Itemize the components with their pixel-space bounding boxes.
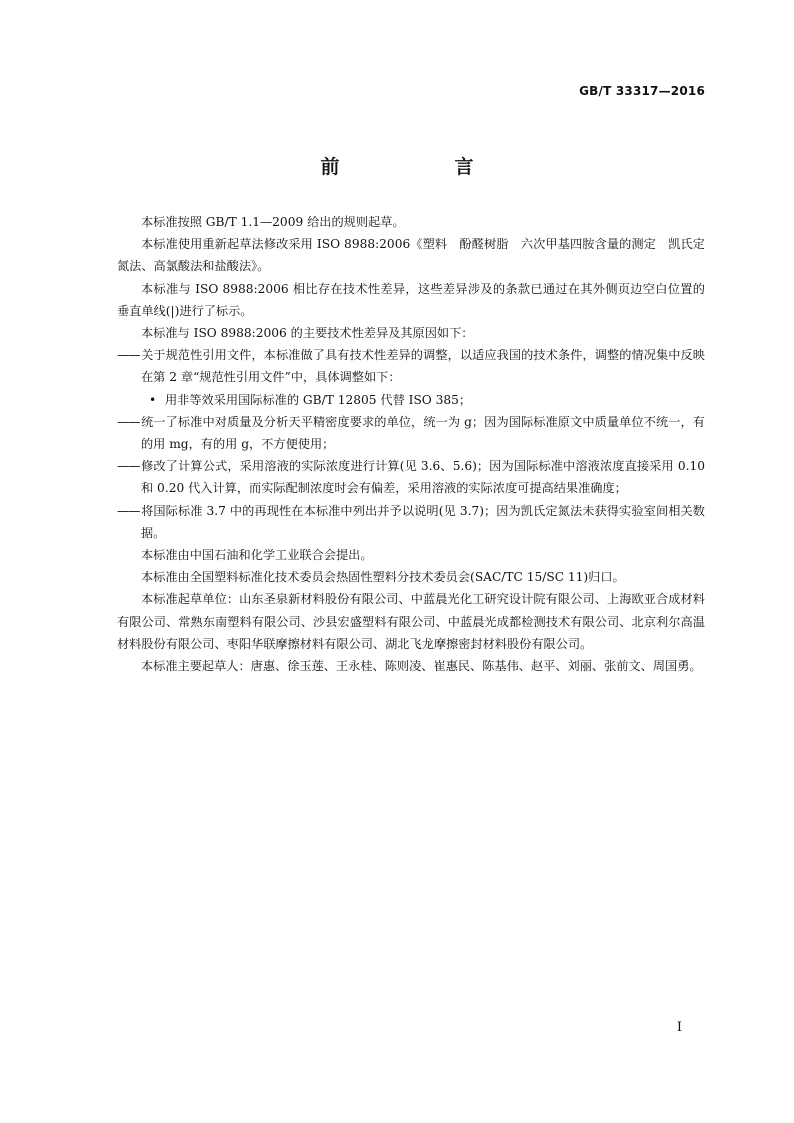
paragraph-differences-intro: 本标准与 ISO 8988:2006 的主要技术性差异及其原因如下：	[141, 326, 474, 341]
dash-mark: ——	[117, 414, 140, 429]
paragraph-technical-committee: 本标准由全国塑料标准化技术委员会热固性塑料分技术委员会(SAC/TC 15/SC 11)归口。	[141, 570, 625, 585]
paragraph-adoption-method: 本标准使用重新起草法修改采用 ISO 8988:2006《塑料 酚醛树脂 六次甲基四胺含量的测定 凯氏定氮法、高氯酸法和盐酸法》。	[117, 237, 705, 274]
page-title: 前 言	[320, 156, 522, 178]
dash-mark: ——	[117, 348, 140, 363]
difference-item	[117, 455, 705, 499]
difference-text: 将国际标准 3.7 中的再现性在本标准中列出并予以说明(见 3.7)；因为凯氏定氮法未获得实验室间相关数据。	[141, 503, 705, 540]
paragraph-technical-differences: 本标准与 ISO 8988:2006 相比存在技术性差异，这些差异涉及的条款已通过在其外侧页边空白位置的垂直单线(|)进行了标示。	[117, 281, 705, 318]
paragraph-drafting-units: 本标准起草单位：山东圣泉新材料股份有限公司、中蓝晨光化工研究设计院有限公司、上海欧亚合成材料有限公司、常熟东南塑料有限公司、沙县宏盛塑料有限公司、中蓝晨光成都检测技术有限公司、北京利尔高温材料股份有限公司、枣阳华联摩擦材料有限公司、湖北飞龙摩擦密封材料股份有限公司。	[117, 592, 705, 651]
paragraph-drafting-rules: 本标准按照 GB/T 1.1—2009 给出的规则起草。	[141, 215, 405, 229]
dash-mark: ——	[117, 503, 140, 518]
bullet-mark: •	[149, 392, 157, 407]
foreword-body	[117, 211, 705, 677]
dash-mark: ——	[117, 459, 140, 474]
difference-item	[117, 411, 705, 455]
paragraph-proposer: 本标准由中国石油和化学工业联合会提出。	[141, 548, 373, 563]
difference-text: 关于规范性引用文件，本标准做了具有技术性差异的调整，以适应我国的技术条件，调整的情况集中反映在第 2 章“规范性引用文件”中，具体调整如下：	[141, 348, 705, 385]
difference-subitem	[117, 389, 705, 411]
paragraph-drafters: 本标准主要起草人：唐惠、徐玉莲、王永桂、陈则凌、崔惠民、陈基伟、赵平、刘丽、张前文、周国勇。	[141, 659, 702, 674]
difference-subitem-text: 用非等效采用国际标准的 GB/T 12805 代替 ISO 385；	[165, 392, 472, 407]
page-number: I	[676, 1020, 682, 1035]
difference-text: 统一了标准中对质量及分析天平精密度要求的单位，统一为 g；因为国际标准原文中质量单位不统一，有的用 mg，有的用 g，不方便使用；	[141, 414, 705, 452]
difference-item	[117, 500, 705, 544]
difference-text: 修改了计算公式，采用溶液的实际浓度进行计算(见 3.6、5.6)；因为国际标准中溶液浓度直接采用 0.10 和 0.20 代入计算，而实际配制浓度时会有偏差，采用溶液的实际浓度可提高结果准确度；	[141, 459, 705, 496]
difference-item	[117, 344, 705, 388]
standard-code: GB/T 33317—2016	[579, 84, 705, 98]
